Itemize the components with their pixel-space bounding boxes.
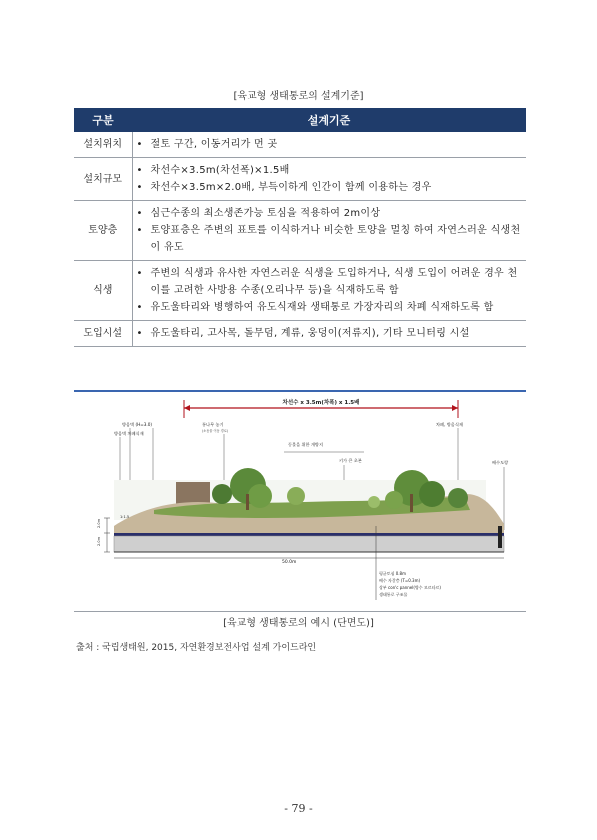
arrow-left-icon bbox=[184, 405, 190, 411]
legend-item: 평균토심 0.8m bbox=[379, 571, 406, 576]
bullet-icon: • bbox=[136, 182, 143, 193]
table-row bbox=[74, 158, 526, 201]
row-item: 차선수×3.5m(차선폭)×1.5배 bbox=[150, 165, 290, 176]
label-soundwall-screen: 방음벽 차폐식재 bbox=[114, 431, 144, 436]
legend-item: 상부 con'c pannel(방수 모르타르) bbox=[379, 585, 441, 590]
waterproof-layer bbox=[114, 533, 504, 536]
row-category: 식생 bbox=[74, 261, 132, 321]
width-label: 50.0m bbox=[282, 560, 297, 565]
row-item: 유도울타리, 고사목, 돌무덤, 계류, 웅덩이(저류지), 기타 모니터링 시설 bbox=[150, 328, 470, 339]
table-row bbox=[74, 261, 526, 321]
span-label: 차선수 x 3.5m(차폭) x 1.5배 bbox=[282, 400, 360, 406]
diagram-bottom-rule bbox=[74, 611, 526, 612]
header-category: 구분 bbox=[74, 108, 132, 132]
dim-slope: 1:1.5 bbox=[120, 515, 130, 519]
overpass-cross-section-diagram bbox=[74, 390, 526, 612]
table-row bbox=[74, 201, 526, 261]
page-number: - 79 - bbox=[284, 802, 313, 815]
table-row bbox=[74, 132, 526, 158]
row-item: 주변의 식생과 유사한 자연스러운 식생을 도입하거나, 식생 도입이 어려운 경우 천이를 고려한 사방용 수종(오리나무 등)을 식재하도록 함 bbox=[150, 268, 518, 296]
table-header-row bbox=[74, 108, 526, 132]
arrow-right-icon bbox=[452, 405, 458, 411]
dim-left-top: 2.0m bbox=[97, 518, 101, 528]
left-dimension bbox=[104, 518, 110, 552]
bullet-icon: • bbox=[136, 165, 143, 176]
bullet-icon: • bbox=[136, 139, 143, 150]
label-soundwall: 방음벽 (H=3.0) bbox=[122, 422, 153, 427]
header-standard: 설계기준 bbox=[132, 108, 526, 132]
row-item: 심근수종의 최소생존가능 토심을 적용하여 2m이상 bbox=[150, 208, 381, 219]
bridge-deck bbox=[114, 536, 504, 552]
table-caption: [육교형 생태통로의 설계기준] bbox=[233, 91, 364, 102]
label-drain: 배수도랑 bbox=[492, 460, 509, 465]
row-content bbox=[132, 261, 526, 321]
table-row bbox=[74, 321, 526, 347]
drain-structure bbox=[498, 526, 502, 548]
legend-item: 배수 자갈층 (T=0.3m) bbox=[379, 578, 421, 583]
figure-caption: [육교형 생태통로의 예시 (단면도)] bbox=[223, 618, 374, 629]
bullet-icon: • bbox=[136, 208, 143, 219]
row-item: 차선수×3.5m×2.0배, 부득이하게 인간이 함께 이용하는 경우 bbox=[150, 182, 432, 193]
row-item: 절토 구간, 이동거리가 먼 곳 bbox=[150, 139, 278, 150]
row-category: 설치위치 bbox=[74, 132, 132, 158]
row-item: 유도울타리와 병행하여 유도식재와 생태통로 가장자리의 차폐 식재하도록 함 bbox=[150, 302, 494, 313]
label-log: 통나무 놓기 bbox=[202, 422, 224, 427]
bullet-icon: • bbox=[136, 302, 143, 313]
bullet-icon: • bbox=[136, 268, 143, 279]
row-content bbox=[132, 201, 526, 261]
row-content bbox=[132, 132, 526, 158]
design-standards-table bbox=[74, 108, 526, 347]
dim-left-bottom: 2.0m bbox=[97, 536, 101, 546]
row-category: 설치규모 bbox=[74, 158, 132, 201]
bullet-icon: • bbox=[136, 225, 143, 236]
label-tall-grass: 키가 큰 초본 bbox=[339, 458, 362, 463]
row-item: 토양표층은 주변의 표토를 이식하거나 비슷한 토양을 멀칭 하여 자연스러운 식생천이 유도 bbox=[150, 225, 521, 253]
row-content bbox=[132, 158, 526, 201]
label-screen-right: 차폐, 방음식재 bbox=[436, 422, 463, 427]
row-category: 토양층 bbox=[74, 201, 132, 261]
label-open-space: 동물을 위한 개방지 bbox=[288, 442, 324, 447]
source-note: 출처 : 국립생태원, 2015, 자연환경보전사업 설계 가이드라인 bbox=[76, 643, 317, 653]
label-log-sub: (소동물 이동 경로) bbox=[202, 429, 229, 433]
row-category: 도입시설 bbox=[74, 321, 132, 347]
legend-item: 생태통로 구조물 bbox=[379, 592, 408, 597]
row-content bbox=[132, 321, 526, 347]
bullet-icon: • bbox=[136, 328, 143, 339]
